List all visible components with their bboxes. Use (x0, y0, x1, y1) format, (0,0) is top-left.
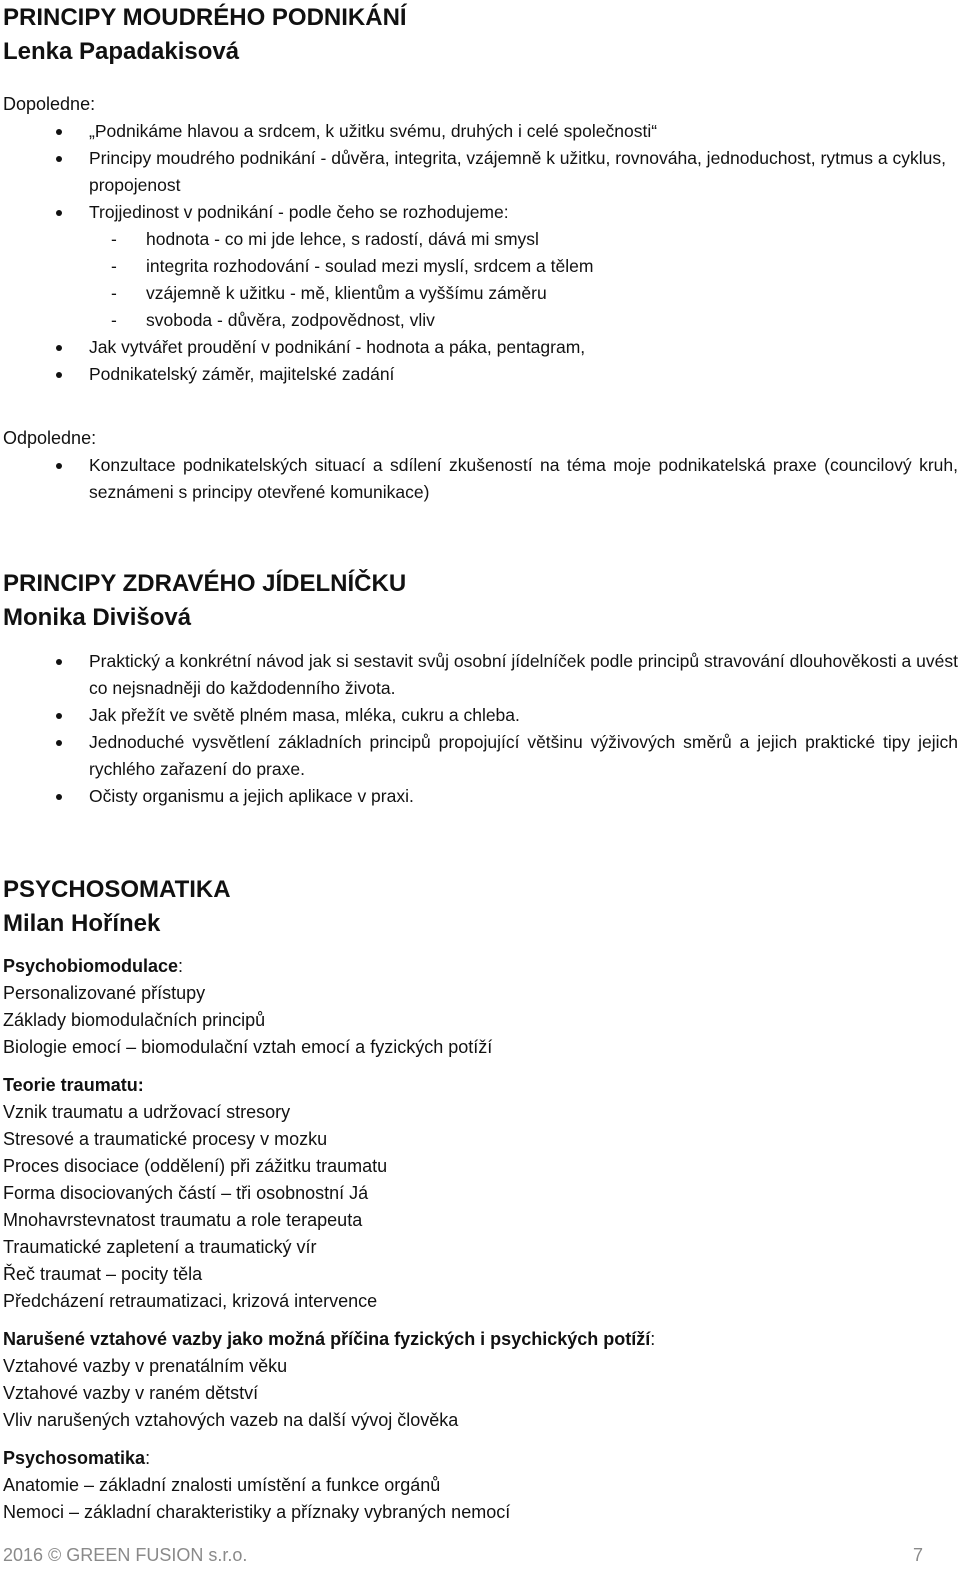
list-item: Jak vytvářet proudění v podnikání - hodnota a páka, pentagram, (3, 334, 958, 361)
group-line: Vztahové vazby v prenatálním věku (3, 1356, 288, 1376)
group-line: Forma disociovaných částí – tři osobnostní Já (3, 1183, 369, 1203)
group-line: Anatomie – základní znalosti umístění a funkce orgánů (3, 1475, 441, 1495)
list-item: Jak přežít ve světě plném masa, mléka, cukru a chleba. (3, 702, 958, 729)
afternoon-label: Odpoledne: (3, 428, 97, 448)
group-line: Vznik traumatu a udržovací stresory (3, 1102, 291, 1122)
list-item: Trojjedinost v podnikání - podle čeho se rozhodujeme: (3, 199, 958, 226)
group-label: Narušené vztahové vazby jako možná příčina fyzických i psychických potíží: (3, 1329, 656, 1349)
group-label: Teorie traumatu: (3, 1075, 144, 1095)
group-line: Vztahové vazby v raném dětství (3, 1383, 259, 1403)
list-item: „Podnikáme hlavou a srdcem, k užitku svému, druhých i celé společnosti“ (3, 118, 958, 145)
section-moudre-podnikani (3, 1, 958, 506)
morning-label: Dopoledne: (3, 94, 96, 114)
list-item: Praktický a konkrétní návod jak si sestavit svůj osobní jídelníček podle principů stravování dlouhověkosti a uvést co nejsnadněji do každodenního života. (3, 648, 958, 702)
page-footer (3, 1545, 923, 1573)
list-item: Jednoduché vysvětlení základních principů propojující většinu výživových směrů a jejich praktické tipy jejich rychlého zařazení do praxe. (3, 729, 958, 783)
afternoon-list (3, 452, 958, 506)
page-number: 7 (912, 1545, 923, 1565)
section-author: Lenka Papadakisová (3, 38, 240, 65)
section-psychosomatika (3, 873, 958, 1526)
morning-list (3, 118, 958, 226)
diet-list (3, 648, 958, 810)
sub-list-item: - svoboda - důvěra, zodpovědnost, vliv (3, 307, 958, 334)
group-line: Řeč traumat – pocity těla (3, 1264, 203, 1284)
section-zdravy-jidelnicek (3, 567, 958, 810)
group-label: Psychobiomodulace: (3, 956, 184, 976)
group-line: Personalizované přístupy (3, 983, 206, 1003)
section-title: PSYCHOSOMATIKA (3, 876, 231, 903)
section-author: Monika Divišová (3, 604, 192, 631)
group-line: Stresové a traumatické procesy v mozku (3, 1129, 328, 1149)
group-label: Psychosomatika: (3, 1448, 151, 1468)
group-line: Mnohavrstevnatost traumatu a role terapeuta (3, 1210, 363, 1230)
section-title: PRINCIPY ZDRAVÉHO JÍDELNÍČKU (3, 570, 407, 597)
section-title: PRINCIPY MOUDRÉHO PODNIKÁNÍ (3, 4, 407, 31)
group-line: Biologie emocí – biomodulační vztah emocí a fyzických potíží (3, 1037, 493, 1057)
group-line: Proces disociace (oddělení) při zážitku traumatu (3, 1156, 388, 1176)
sub-list-item: - integrita rozhodování - soulad mezi myslí, srdcem a tělem (3, 253, 958, 280)
footer-copyright: 2016 © GREEN FUSION s.r.o. (3, 1545, 248, 1565)
group-line: Nemoci – základní charakteristiky a příznaky vybraných nemocí (3, 1502, 511, 1522)
list-item: Konzultace podnikatelských situací a sdílení zkušeností na téma moje podnikatelská praxe (councilový kruh, seznámeni s principy otevřené komunikace) (3, 452, 958, 506)
group-line: Základy biomodulačních principů (3, 1010, 266, 1030)
list-item: Očisty organismu a jejich aplikace v praxi. (3, 783, 958, 810)
list-item: Podnikatelský záměr, majitelské zadání (3, 361, 958, 388)
morning-list-continued (3, 334, 958, 388)
decision-sublist (3, 226, 958, 334)
group-line: Vliv narušených vztahových vazeb na další vývoj člověka (3, 1410, 459, 1430)
group-line: Traumatické zapletení a traumatický vír (3, 1237, 317, 1257)
section-author: Milan Hořínek (3, 910, 161, 937)
sub-list-item: - hodnota - co mi jde lehce, s radostí, dává mi smysl (3, 226, 958, 253)
group-line: Předcházení retraumatizaci, krizová intervence (3, 1291, 378, 1311)
list-item: Principy moudrého podnikání - důvěra, integrita, vzájemně k užitku, rovnováha, jednoduchost, rytmus a cyklus, propojenost (3, 145, 958, 199)
sub-list-item: - vzájemně k užitku - mě, klientům a vyššímu záměru (3, 280, 958, 307)
